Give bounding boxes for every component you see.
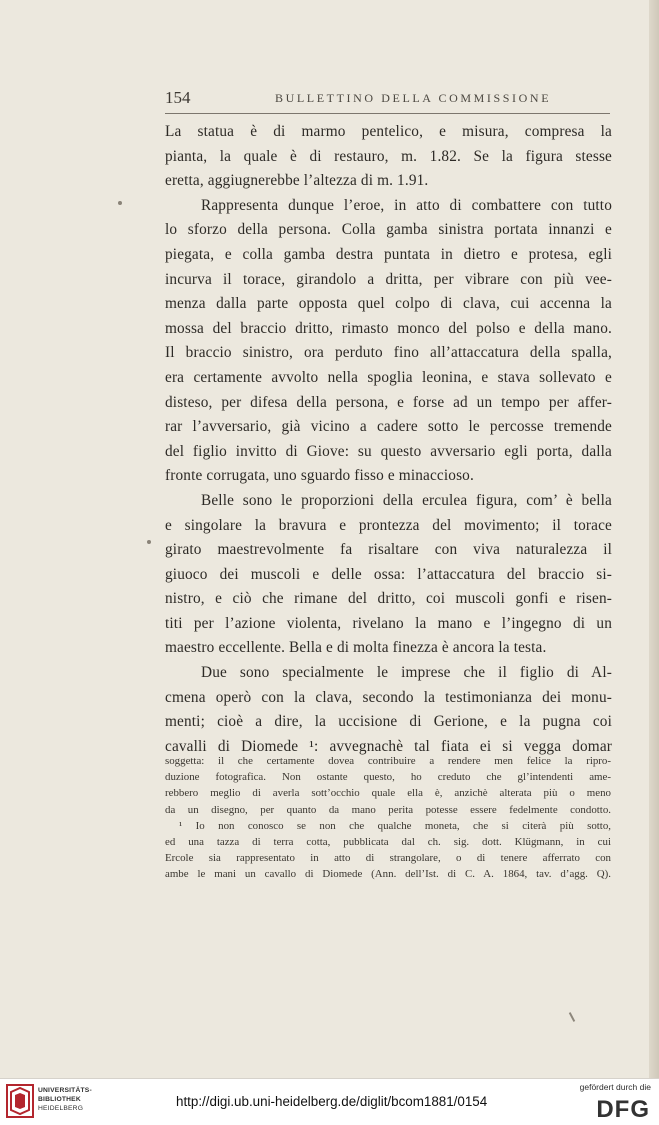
library-name-line: HEIDELBERG	[38, 1105, 84, 1112]
body-line: e singolare la bravura e prontezza del movimento; il torace	[165, 516, 612, 534]
body-text	[165, 120, 612, 759]
body-line: rar l’avversario, già vicino a cadere sotto le percosse tremende	[165, 418, 612, 436]
header-rule	[165, 113, 610, 114]
library-name-line: BIBLIOTHEK	[38, 1096, 81, 1103]
library-name	[38, 1086, 96, 1113]
page-edge-shadow	[649, 0, 659, 1078]
body-line: mossa del braccio dritto, rimasto monco del polso e della mano.	[165, 319, 612, 337]
viewer-footer	[0, 1078, 659, 1125]
body-line: piegata, e colla gamba destra puntata in dietro e protesa, egli	[165, 245, 612, 263]
body-line: incurva il torace, girandolo a dritta, per vibrare con più vee-	[165, 270, 612, 288]
footnote-line: duzione fotografica. Non ostante questo, ho creduto che gl’intendenti ame-	[165, 771, 611, 784]
footnote-line: rebbero meglio di averla sott’occhio quale ella è, anzichè alterata più o meno	[165, 787, 611, 800]
body-line: era certamente avvolto nella spoglia leonina, e stava sollevato e	[165, 368, 612, 386]
body-line: Rappresenta dunque l’eroe, in atto di combattere con tutto	[201, 196, 612, 214]
body-line: Il braccio sinistro, ora perduto fino all’attaccatura della spalla,	[165, 344, 612, 362]
dfg-logo-text: DFG	[596, 1096, 650, 1121]
body-line: eretta, aggiugnerebbe l’altezza di m. 1.91.	[165, 172, 429, 190]
body-line: menti; cioè a dire, la uccisione di Gerione, e la pugna coi	[165, 713, 612, 731]
footnote-line: da un disegno, per quanto da mano perita potesse essere fedelmente condotto.	[165, 803, 611, 816]
body-line: lo sforzo della persona. Colla gamba sinistra portata innanzi e	[165, 221, 612, 239]
dfg-logo-icon	[577, 1093, 651, 1121]
library-name-line: UNIVERSITÄTS-	[38, 1087, 92, 1094]
funding-credit[interactable]	[577, 1082, 651, 1122]
footnote-line: ed una tazza di terra cotta, pubblicata dal ch. sig. dott. Klügmann, in cui	[165, 835, 611, 848]
footnote-line: ambe le mani un cavallo di Diomede (Ann. dell’Ist. di C. A. 1864, tav. d’agg. Q).	[165, 868, 611, 881]
page-header	[165, 88, 610, 110]
margin-mark-dot	[118, 201, 122, 205]
body-line: fronte corrugata, uno sguardo fisso e minaccioso.	[165, 467, 474, 485]
body-line: del figlio invitto di Giove: su questo avversario egli porta, dalla	[165, 442, 612, 460]
margin-mark-dot	[147, 540, 151, 544]
margin-mark-tick	[569, 1012, 575, 1022]
body-line: titi per l’azione violenta, rivelano la mano e l’ingegno di un	[165, 614, 612, 632]
body-line: cmena operò con la clava, secondo la testimonianza dei monu-	[165, 688, 612, 706]
body-line: La statua è di marmo pentelico, e misura, compresa la	[165, 123, 612, 140]
footnote-line: Ercole sia rappresentato in atto di strangolare, o di tenere afferrato con	[165, 852, 611, 865]
footnote-line: ¹ Io non conosco se non che qualche moneta, che si citerà più sotto,	[179, 819, 611, 832]
footnotes	[165, 753, 611, 883]
funding-text: gefördert durch die	[579, 1082, 651, 1092]
body-line: nistro, e ciò che rimane del dritto, coi muscoli gonfi e risen-	[165, 590, 612, 608]
body-line: disteso, per difesa della persona, e forse ad un tempo per affer-	[165, 393, 612, 411]
permalink-url[interactable]: http://digi.ub.uni-heidelberg.de/diglit/bcom1881/0154	[176, 1094, 488, 1109]
footnote-line: soggetta: il che certamente dovea contribuire a rendere men felice la ripro-	[165, 755, 611, 767]
running-title: BULLETTINO DELLA COMMISSIONE	[275, 91, 552, 105]
body-line: menza dalla parte opposta quel colpo di clava, cui accenna la	[165, 295, 612, 313]
body-line: Due sono specialmente le imprese che il figlio di Al-	[201, 664, 612, 682]
body-line: giuoco dei muscoli e delle ossa: l’attaccatura del braccio si-	[165, 565, 612, 583]
library-logo-group[interactable]	[6, 1083, 92, 1121]
body-line: pianta, la quale è di restauro, m. 1.82. Se la figura stesse	[165, 147, 612, 165]
body-line: cavalli di Diomede ¹: avvegnachè tal fiata ei si vegga domar	[165, 737, 612, 755]
page-number: 154	[165, 88, 191, 107]
body-line: Belle sono le proporzioni della erculea figura, com’ è bella	[201, 491, 612, 509]
body-line: girato maestrevolmente fa risaltare con viva naturalezza il	[165, 541, 612, 559]
body-line: maestro eccellente. Bella e di molta finezza è ancora la testa.	[165, 639, 547, 657]
library-logo-icon	[6, 1084, 34, 1118]
